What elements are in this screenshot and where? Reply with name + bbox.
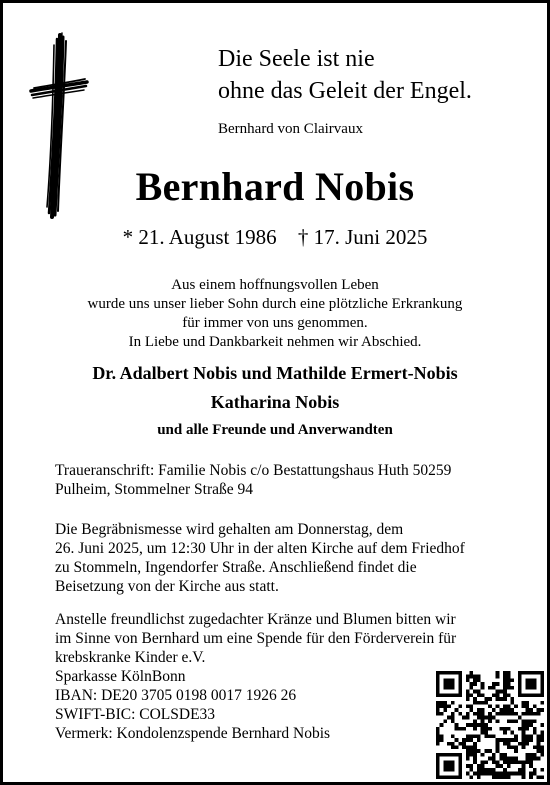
message-line: wurde uns unser lieber Sohn durch eine plötzliche Erkrankung (87, 296, 463, 312)
deceased-name: Bernhard Nobis (135, 164, 415, 209)
donation-reference: Vermerk: Kondolenzspende Bernhard Nobis (55, 725, 331, 742)
quote (218, 43, 538, 138)
donation-line: Anstelle freundlichst zugedachter Kränze und Blumen bitten wir (55, 611, 456, 628)
friends-relatives: und alle Freunde und Anverwandten (157, 422, 393, 438)
address-line: Pulheim, Stommelner Straße 94 (55, 481, 254, 498)
farewell-message (3, 276, 547, 352)
message-line: für immer von uns genommen. (182, 315, 368, 331)
funeral-service-info (55, 520, 495, 596)
death-date: † 17. Juni 2025 (297, 225, 428, 249)
birth-date: * 21. August 1986 (122, 225, 277, 249)
parents-names: Dr. Adalbert Nobis und Mathilde Ermert-Nobis (92, 363, 458, 383)
service-line: zu Stommeln, Ingendorfer Straße. Anschließend findet die (55, 559, 417, 576)
service-line: Beisetzung von der Kirche aus statt. (55, 578, 279, 595)
service-line: Die Begräbnismesse wird gehalten am Donnerstag, dem (55, 521, 404, 538)
bank-name: Sparkasse KölnBonn (55, 668, 186, 685)
quote-line-2: ohne das Geleit der Engel. (218, 78, 472, 104)
message-line: In Liebe und Dankbarkeit nehmen wir Abschied. (128, 334, 422, 350)
donation-info (55, 610, 495, 743)
quote-author: Bernhard von Clairvaux (218, 121, 363, 137)
address-line: Traueranschrift: Familie Nobis c/o Bestattungshaus Huth 50259 (55, 462, 452, 479)
mourning-address (55, 461, 495, 499)
swift-bic: SWIFT-BIC: COLSDE33 (55, 706, 216, 723)
donation-line: im Sinne von Bernhard um eine Spende für den Förderverein für (55, 630, 457, 647)
donation-line: krebskranke Kinder e.V. (55, 649, 206, 666)
qr-code-icon[interactable] (436, 671, 544, 779)
sibling-name: Katharina Nobis (210, 392, 340, 412)
quote-line-1: Die Seele ist nie (218, 46, 375, 72)
iban: IBAN: DE20 3705 0198 0017 1926 26 (55, 687, 297, 704)
life-dates (3, 225, 547, 250)
message-line: Aus einem hoffnungsvollen Leben (171, 277, 379, 293)
service-line: 26. Juni 2025, um 12:30 Uhr in der alten Kirche auf dem Friedhof (55, 540, 465, 557)
